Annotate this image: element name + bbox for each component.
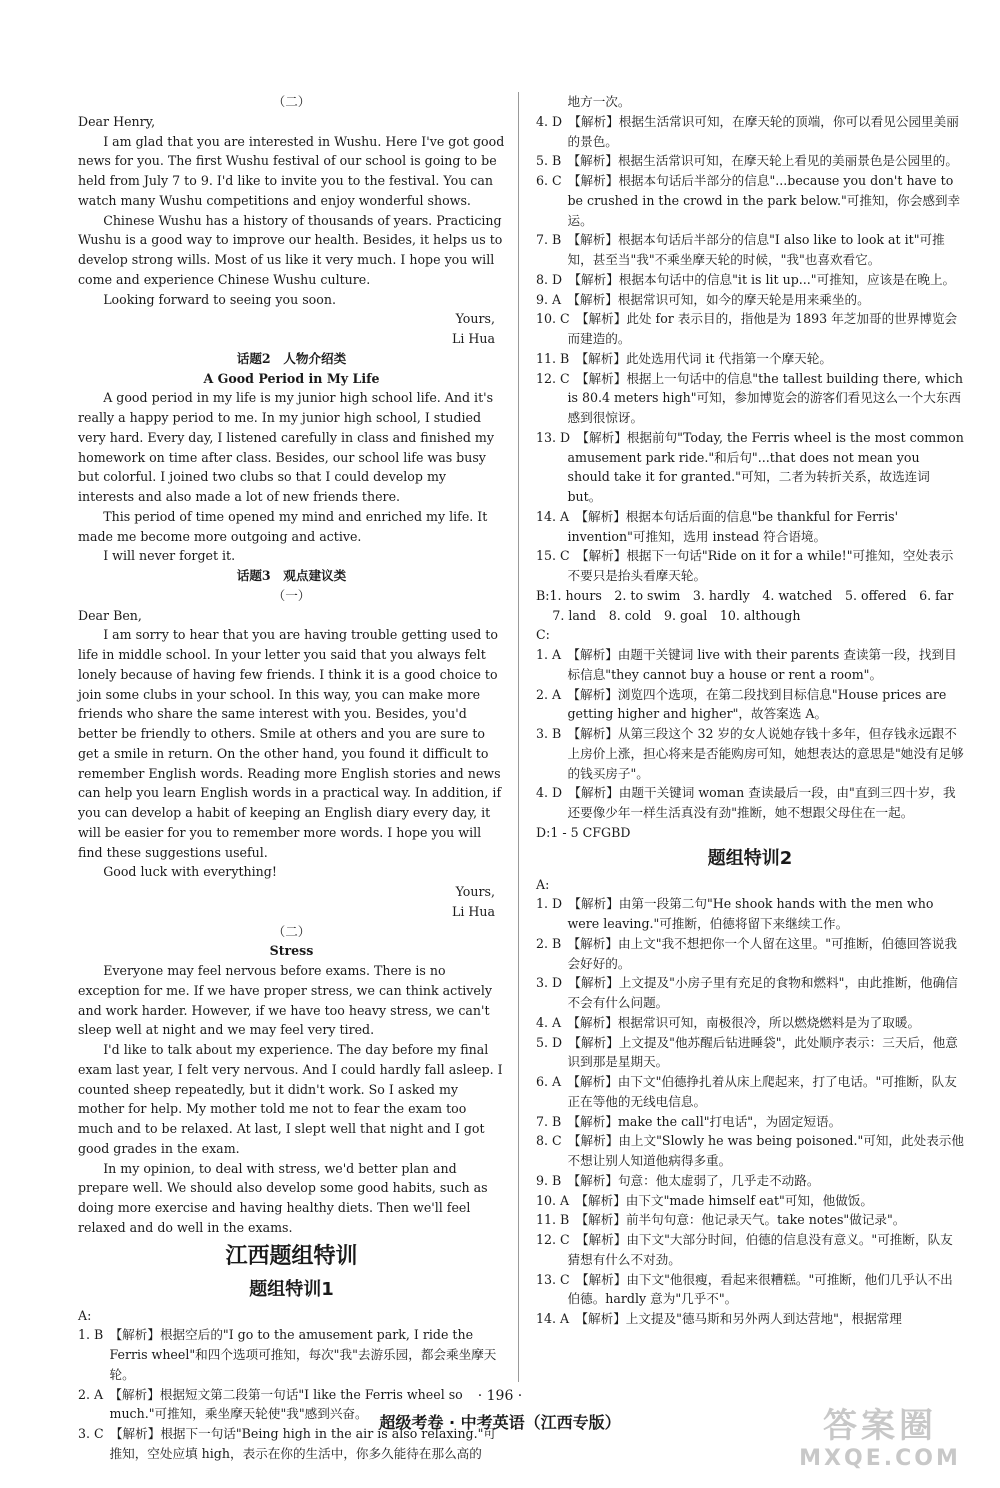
watermark-logo	[780, 1406, 980, 1474]
exercise-group-title: 题组特训1	[249, 1278, 334, 1300]
exercise-group-title: 题组特训2	[707, 847, 793, 869]
answer-item: 12. C 【解析】由下文"大部分时间，伯德的信息没有意义。"可推断，队友猜想有什么不对劲。	[536, 1232, 953, 1267]
part-label: A:	[78, 1307, 92, 1323]
answer-item: 2. A 【解析】根据短文第二段第一句话"I like the Ferris wheel so much."可推知，乘坐摩天轮使"我"感到兴奋。	[78, 1386, 463, 1422]
answer-item: 4. D 【解析】根据生活常识可知，在摩天轮的顶端，你可以看见公园里美丽的景色。	[536, 113, 959, 149]
answer-item: 11. B 【解析】前半句句意：他记录天气。take notes"做记录"。	[536, 1212, 906, 1228]
answer-item: 12. C 【解析】根据上一句话中的信息"the tallest building there, which is 80.4 meters high"可知，参加博览会的游客们看见这么一个大东西感到很惊讶。	[536, 370, 963, 425]
answer-item: 9. B 【解析】句意：他太虚弱了，几乎走不动路。	[536, 1172, 820, 1188]
answer-item: 1. B 【解析】根据空后的"I go to the amusement park, I ride the Ferris wheel"和四个选项可推知，每次"我"去游乐园，都会乘坐摩天轮。	[78, 1327, 497, 1382]
answer-item: 3. D 【解析】上文提及"小房子里有充足的食物和燃料"，由此推断，他确信不会有什么问题。	[536, 975, 958, 1010]
paragraph: In my opinion, to deal with stress, we'd better plan and prepare well. We should also develop some good habits, such as doing more exercise and having healthy diets. Then we'll feel relaxed and do well in the exams.	[78, 1160, 488, 1235]
essay-title: Stress	[269, 943, 314, 959]
paragraph: I'd like to talk about my experience. The day before my final exam last year, I felt very nervous. And I could hardly fall asleep. I counted sheep repeatedly, but it didn't work. So I asked my mother for help. My mother told me not to fear the exam too much and to be relaxed. At last, I slept well that night and I got good grades in the exam.	[78, 1042, 503, 1156]
answer-continuation: 地方一次。	[567, 94, 631, 109]
column-divider	[518, 92, 519, 1382]
answer-list: B:1. hours 2. to swim 3. hardly 4. watched 5. offered 6. far	[536, 587, 954, 603]
topic-heading: 话题2 人物介绍类	[236, 350, 347, 366]
letter-signature: Li Hua	[452, 331, 495, 346]
answer-item: 4. A 【解析】根据常识可知，南极很冷，所以燃烧燃料是为了取暖。	[536, 1014, 921, 1030]
letter-closing: Yours,	[455, 884, 495, 899]
answer-item: 2. B 【解析】由上文"我不想把你一个人留在这里。"可推断，伯德回答说我会好好的。	[536, 935, 957, 971]
chapter-title: 江西题组特训	[225, 1243, 358, 1269]
answer-item: 8. D 【解析】根据本句话中的信息"it is lit up..."可推知，应该是在晚上。	[536, 271, 956, 287]
paragraph: This period of time opened my mind and enriched my life. It made me become more outgoing and active.	[78, 508, 488, 544]
answer-item: 3. C 【解析】根据下一句话"Being high in the air is also relaxing."可推知，空处应填 high，表示在你的生活中，你多久能待在那么高的	[78, 1426, 497, 1461]
answer-item: 1. A 【解析】由题干关键词 live with their parents 查读第一段，找到目标信息"they cannot buy a house or rent a room"。	[536, 647, 957, 682]
topic-heading: 话题3 观点建议类	[236, 568, 347, 583]
answer-list: 7. land 8. cold 9. goal 10. although	[552, 607, 801, 623]
paragraph: I am glad that you are interested in Wushu. Here I've got good news for you. The first Wushu festival of our school is going to be held from July 7 to 9. I'd like to invite you to the festival. You can watch many Wushu competitions and enjoy wonderful shows.	[78, 133, 505, 208]
section-heading: （一）	[272, 587, 311, 603]
answer-item: 14. A 【解析】根据本句话后面的信息"be thankful for Ferris' invention"可推知，选用 instead 符合语境。	[536, 508, 899, 544]
answer-item: 13. C 【解析】由下文"他很瘦，看起来很糟糕。"可推断，他们几乎认不出伯德。hardly 意为"几乎不"。	[536, 1271, 953, 1307]
answer-item: 6. A 【解析】由下文"伯德挣扎着从床上爬起来，打了电话。"可推断，队友正在等他的无线电信息。	[536, 1074, 957, 1109]
answer-item: 10. A 【解析】由下文"made himself eat"可知，他做饭。	[536, 1192, 873, 1208]
answer-item: 8. C 【解析】由上文"Slowly he was being poisoned."可知，此处表示他不想让别人知道他病得多重。	[536, 1133, 964, 1168]
letter-signature: Li Hua	[452, 903, 495, 919]
watermark-url: MXQE.COM	[799, 1446, 961, 1471]
letter-greeting: Dear Henry,	[78, 113, 156, 129]
answer-list: D:1 - 5 CFGBD	[536, 824, 631, 840]
answer-item: 4. D 【解析】由题干关键词 woman 查读最后一段，由"直到三四十岁，我还要像少年一样生活真没有劲"推断，她不想跟父母住在一起。	[536, 785, 956, 820]
paragraph: I will never forget it.	[103, 548, 236, 564]
answer-item: 14. A 【解析】上文提及"德马斯和另外两人到达营地"，根据常理	[536, 1311, 902, 1326]
paragraph: I am sorry to hear that you are having trouble getting used to life in middle school. In your letter you said that you always felt lonely because of having few friends. I think it is a good choice to join some clubs in your school. In this way, you can make more friends who share the same interest with you. Besides, you'd better be friendly to others. Smile at others and you are sure to get a smile in return. On the other hand, you found it difficult to remember English words. Reading more English stories and news can help you learn English words in a practical way. In addition, if you can develop a habit of keeping an English diary every day, it will be easier for you to remember more words. I hope you will find these suggestions useful.	[78, 627, 502, 860]
answer-item: 3. B 【解析】从第三段这个 32 岁的女人说她存钱十多年，但存钱永远跟不上房价上涨，担心将来是否能购房可知，她想表达的意思是"她没有足够的钱买房子"。	[536, 726, 964, 781]
part-label: A:	[536, 876, 550, 892]
answer-item: 1. D 【解析】由第一段第二句"He shook hands with the men who were leaving."可推断，伯德将留下来继续工作。	[536, 896, 934, 931]
paragraph: Everyone may feel nervous before exams. There is no exception for me. If we have proper stress, we can think actively and work harder. However, if we have too heavy stress, we can't sleep well at night and we may feel very tired.	[78, 963, 492, 1038]
section-heading: （二）	[272, 94, 311, 109]
book-title: 超级考卷 · 中考英语（江西专版）	[379, 1413, 621, 1432]
part-label: C:	[536, 627, 550, 643]
paragraph: Good luck with everything!	[103, 864, 277, 880]
letter-closing: Yours,	[455, 311, 495, 327]
answer-item: 13. D 【解析】根据前句"Today, the Ferris wheel is the most common amusement park ride."和后句"...that does not mean you should take it for granted."可知，二者为转折关系，故选连词 but。	[536, 429, 964, 504]
answer-item: 7. B 【解析】make the call"打电话"，为固定短语。	[536, 1113, 842, 1129]
essay-title: A Good Period in My Life	[203, 370, 380, 386]
answer-item: 5. D 【解析】上文提及"他苏醒后钻进睡袋"，此处顺序表示：三天后，他意识到那是星期天。	[536, 1034, 958, 1070]
answer-item: 9. A 【解析】根据常识可知，如今的摩天轮是用来乘坐的。	[536, 291, 870, 307]
answer-item: 10. C 【解析】此处 for 表示目的，指他是为 1893 年芝加哥的世界博览会而建造的。	[536, 311, 958, 346]
paragraph: A good period in my life is my junior high school life. And it's really a happy period to me. In my junior high school, I studied very hard. Every day, I listened carefully in class and finished my homework on time after class. Besides, our school life was busy but colorful. I joined two clubs so that I could develop my interests and also made a lot of new friends there.	[78, 390, 494, 504]
left-column	[78, 92, 505, 1464]
answer-item: 11. B 【解析】此处选用代词 it 代指第一个摩天轮。	[536, 350, 832, 366]
answer-item: 7. B 【解析】根据本句话后半部分的信息"I also like to look at it"可推知，甚至当"我"不乘坐摩天轮的时候，"我"也喜欢看它。	[536, 232, 945, 267]
answer-item: 2. A 【解析】浏览四个选项，在第二段找到目标信息"House prices are getting higher and higher"，故答案选 A。	[536, 686, 947, 722]
page-number: · 196 ·	[477, 1388, 523, 1404]
watermark-text: 答案圈	[823, 1406, 937, 1446]
letter-greeting: Dear Ben,	[78, 607, 142, 623]
section-heading: （二）	[272, 923, 311, 939]
answer-item: 6. C 【解析】根据本句话后半部分的信息"...because you don't have to be crushed in the crowd in the park below."可推知，你会感到幸运。	[536, 173, 961, 228]
paragraph: Chinese Wushu has a history of thousands of years. Practicing Wushu is a good way to improve our health. Besides, it helps us to develop strong wills. Most of us like it very much. I hope you will come and experience Chinese Wushu culture.	[78, 212, 503, 287]
paragraph: Looking forward to seeing you soon.	[103, 291, 336, 307]
right-column	[536, 92, 964, 1329]
answer-item: 15. C 【解析】根据下一句话"Ride on it for a while!"可推知，空处表示不要只是抬头看摩天轮。	[536, 548, 954, 583]
answer-item: 5. B 【解析】根据生活常识可知，在摩天轮上看见的美丽景色是公园里的。	[536, 153, 958, 169]
